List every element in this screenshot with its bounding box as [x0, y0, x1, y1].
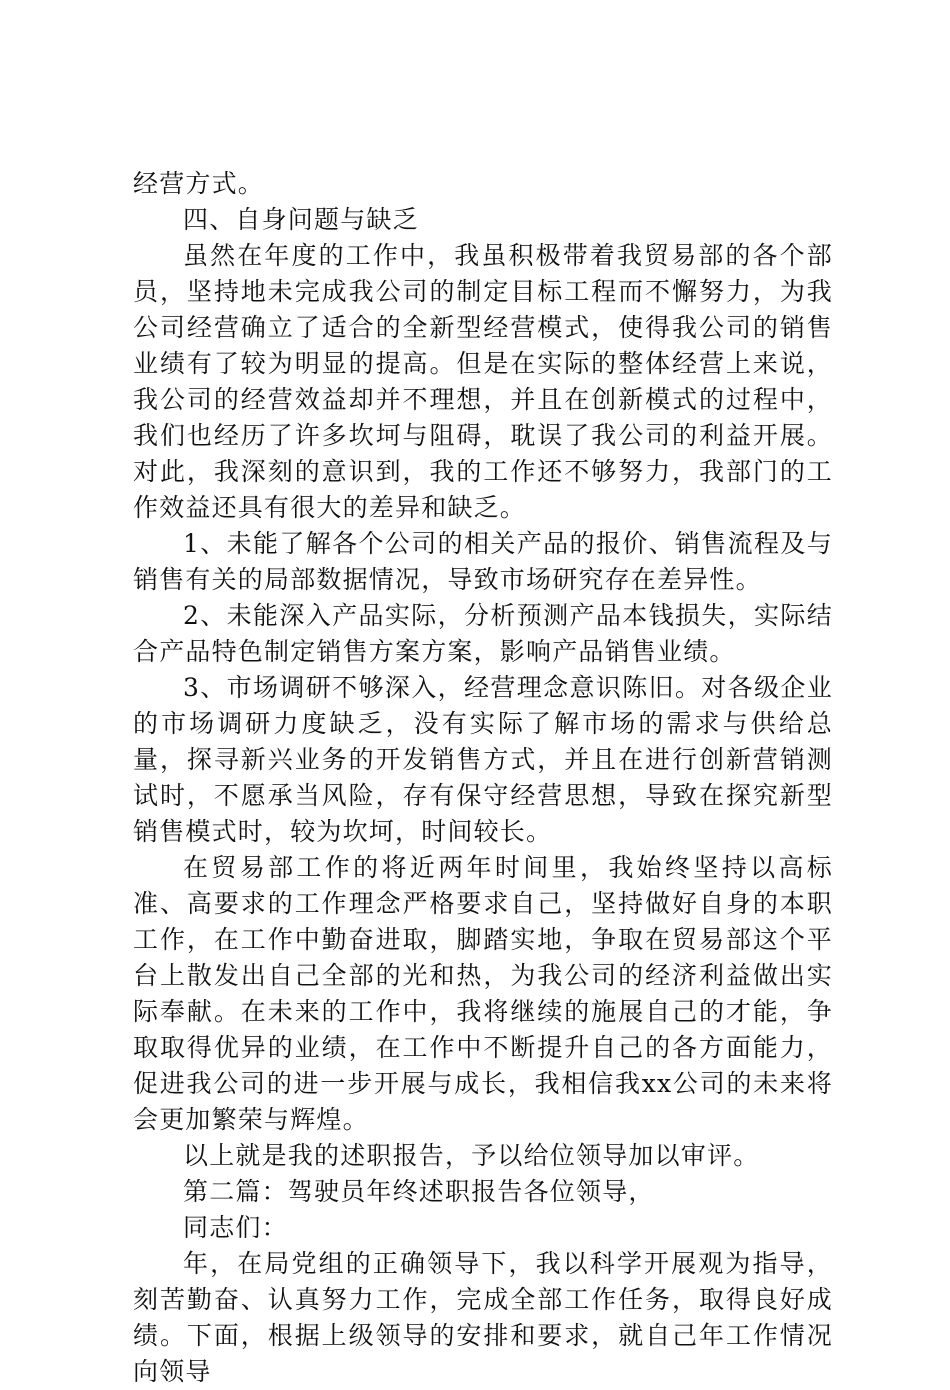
paragraph-problems-intro: 虽然在年度的工作中，我虽积极带着我贸易部的各个部员，坚持地未完成我公司的制定目标工程而不懈努力，为我公司经营确立了适合的全新型经营模式，使得我公司的销售业绩有了较为明显的提高。但是在实际的整体经营上来说，我公司的经营效益却并不理想，并且在创新模式的过程中，我们也经历了许多坎坷与阻碍，耽误了我公司的利益开展。对此，我深刻的意识到，我的工作还不够努力，我部门的工作效益还具有很大的差异和缺乏。: [133, 241, 833, 522]
paragraph-closing: 以上就是我的述职报告，予以给位领导加以审评。: [183, 1141, 760, 1170]
paragraph-summary: 在贸易部工作的将近两年时间里，我始终坚持以高标准、高要求的工作理念严格要求自己，坚持做好自身的本职工作，在工作中勤奋进取，脚踏实地，争取在贸易部这个平台上散发出自己全部的光和热，为我公司的经济利益做出实际奉献。在未来的工作中，我将继续的施展自己的才能，争取取得优异的业绩，在工作中不断提升自己的各方面能力，促进我公司的进一步开展与成长，我相信我xx公司的未来将会更加繁荣与辉煌。: [133, 853, 833, 1134]
section-heading-problems: 四、自身问题与缺乏: [183, 205, 419, 234]
section-title-part-two: 第二篇：驾驶员年终述职报告各位领导，: [183, 1177, 655, 1206]
paragraph-continuation: 经营方式。: [133, 169, 265, 198]
list-item-2: 2、未能深入产品实际，分析预测产品本钱损失，实际结合产品特色制定销售方案方案，影响产品销售业绩。: [133, 601, 833, 666]
salutation: 同志们：: [183, 1213, 288, 1242]
paragraph-part-two-intro: 年，在局党组的正确领导下，我以科学开展观为指导，刻苦勤奋、认真努力工作，完成全部工作任务，取得良好成绩。下面，根据上级领导的安排和要求，就自己年工作情况向领导: [133, 1249, 833, 1386]
document-body: [133, 166, 833, 1390]
list-item-3: 3、市场调研不够深入，经营理念意识陈旧。对各级企业的市场调研力度缺乏，没有实际了解市场的需求与供给总量，探寻新兴业务的开发销售方式，并且在进行创新营销测试时，不愿承当风险，存有保守经营思想，导致在探究新型销售模式时，较为坎坷，时间较长。: [133, 673, 833, 846]
list-item-1: 1、未能了解各个公司的相关产品的报价、销售流程及与销售有关的局部数据情况，导致市场研究存在差异性。: [133, 529, 833, 594]
